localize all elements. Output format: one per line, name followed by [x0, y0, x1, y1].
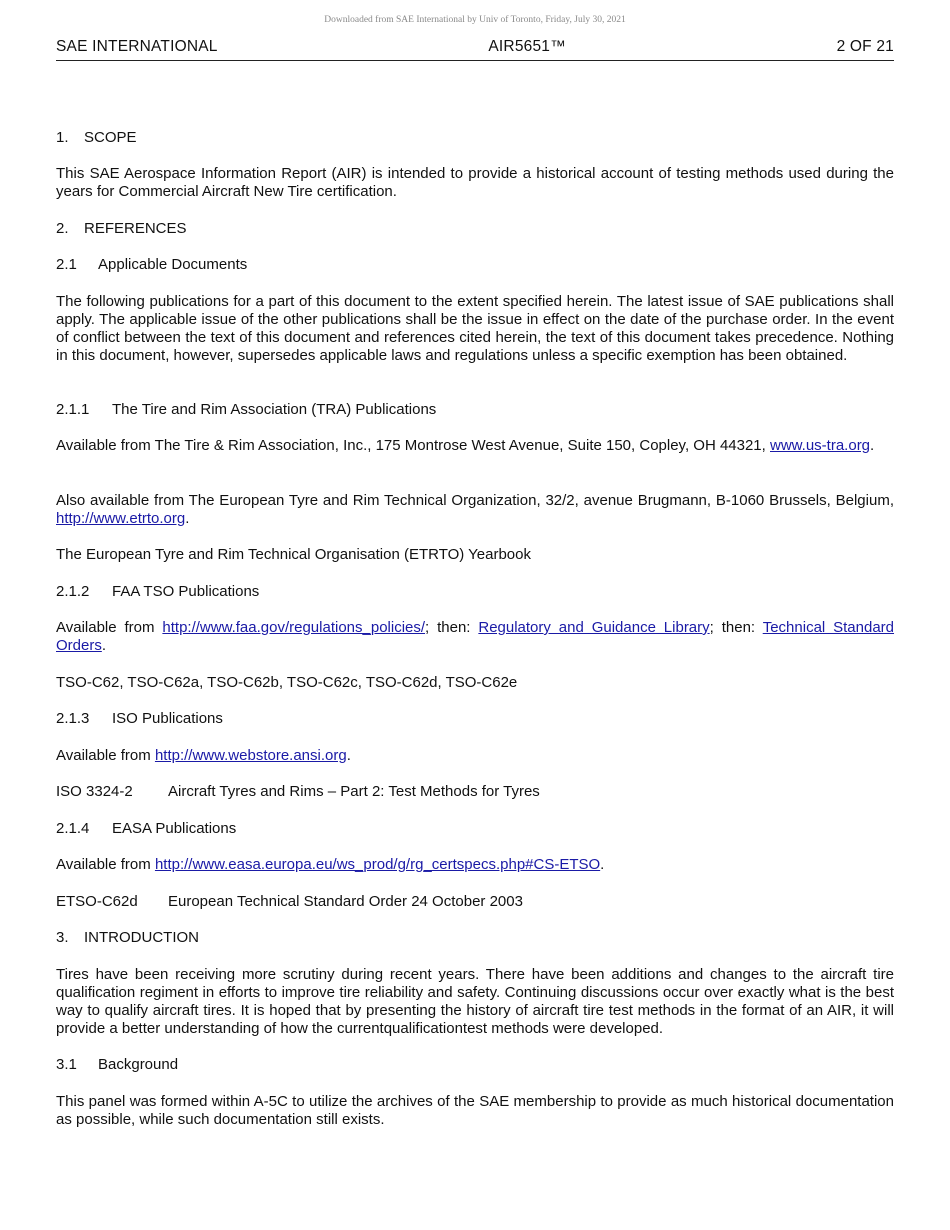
reference-title: Aircraft Tyres and Rims – Part 2: Test Methods for Tyres	[168, 783, 540, 800]
section-number: 2.1.3	[56, 710, 90, 727]
section-title: ISO Publications	[112, 710, 223, 727]
section-heading-references	[56, 220, 894, 238]
section-heading-applicable-documents	[56, 256, 894, 274]
section-title: REFERENCES	[84, 220, 187, 237]
section-number: 2.1.4	[56, 820, 90, 837]
punctuation: .	[346, 747, 351, 764]
section-heading-easa-publications	[56, 820, 894, 838]
etrto-website-link[interactable]: http://www.etrto.org	[56, 510, 186, 527]
available-from-text: Available from	[56, 856, 155, 873]
tra-website-link[interactable]: www.us-tra.org	[770, 437, 871, 454]
tra-address-text: Available from The Tire & Rim Association, Inc., 175 Montrose West Avenue, Suite 150, Copley, OH 44321,	[56, 437, 770, 454]
punctuation: .	[101, 637, 107, 654]
punctuation: .	[185, 510, 190, 527]
etrto-address-text: Also available from The European Tyre and Rim Technical Organization, 32/2, avenue Brugmann, B-1060 Brussels, Belgium,	[56, 492, 894, 509]
easa-availability-paragraph	[56, 856, 894, 874]
section-title: The Tire and Rim Association (TRA) Publications	[112, 401, 437, 418]
applicable-documents-paragraph: The following publications for a part of this document to the extent specified herein. The latest issue of SAE publications shall apply. The applicable issue of the other publications shall be the issue in effect on the date of the purchase order. In the event of conflict between the text of this document and references cited herein, the text of this document takes precedence. Nothing in this document, however, supersedes applicable laws and regulations unless a specific exemption has been obtained.	[56, 293, 894, 364]
introduction-paragraph: Tires have been receiving more scrutiny during recent years. There have been additions and changes to the aircraft tire qualification regiment in efforts to improve tire reliability and safety. Continuing discussions occur over exactly what is the best way to qualify aircraft tires. It is hoped that by presenting the history of aircraft tire test methods in the format of an AIR, it will provide a better understanding of how the currentqualificationtest methods were developed.	[56, 966, 894, 1037]
iso-availability-paragraph	[56, 747, 894, 765]
section-number: 1.	[56, 129, 69, 146]
punctuation: .	[870, 437, 875, 454]
iso-reference-entry	[56, 783, 894, 801]
reference-code: ETSO-C62d	[56, 893, 138, 910]
etrto-availability-paragraph	[56, 492, 894, 528]
section-title: Applicable Documents	[98, 256, 248, 273]
section-heading-background	[56, 1056, 894, 1074]
ansi-webstore-link[interactable]: http://www.webstore.ansi.org	[154, 747, 347, 764]
header-page-number: 2 OF 21	[836, 38, 894, 55]
background-paragraph: This panel was formed within A-5C to utilize the archives of the SAE membership to provide as much historical documentation as possible, while such documentation still exists.	[56, 1093, 894, 1128]
section-number: 3.	[56, 929, 69, 946]
section-number: 2.	[56, 220, 69, 237]
reference-code: ISO 3324-2	[56, 783, 133, 800]
download-watermark: Downloaded from SAE International by Univ of Toronto, Friday, July 30, 2021	[324, 15, 626, 25]
regulatory-guidance-library-link[interactable]: Regulatory and Guidance Library	[478, 619, 710, 636]
tra-availability-paragraph	[56, 437, 894, 455]
section-title: INTRODUCTION	[84, 929, 199, 946]
then-text: ; then:	[709, 619, 763, 636]
section-number: 3.1	[56, 1056, 77, 1073]
available-from-text: Available from	[56, 747, 155, 764]
etrto-yearbook-reference: The European Tyre and Rim Technical Organisation (ETRTO) Yearbook	[56, 546, 531, 563]
easa-certspecs-link[interactable]: http://www.easa.europa.eu/ws_prod/g/rg_certspecs.php#CS-ETSO	[154, 856, 601, 873]
faa-availability-paragraph	[56, 619, 894, 655]
section-title: Background	[98, 1056, 179, 1073]
scope-paragraph: This SAE Aerospace Information Report (AIR) is intended to provide a historical account of testing methods used during the years for Commercial Aircraft New Tire certification.	[56, 165, 894, 200]
then-text: ; then:	[425, 619, 479, 636]
running-header	[56, 38, 894, 61]
section-title: SCOPE	[84, 129, 137, 146]
header-document-number: AIR5651™	[488, 38, 566, 55]
section-number: 2.1.1	[56, 401, 90, 418]
section-title: EASA Publications	[112, 820, 237, 837]
punctuation: .	[600, 856, 605, 873]
section-heading-introduction	[56, 929, 894, 947]
section-heading-faa-tso	[56, 583, 894, 601]
section-title: FAA TSO Publications	[112, 583, 260, 600]
header-organization: SAE INTERNATIONAL	[56, 38, 218, 55]
reference-title: European Technical Standard Order 24 October 2003	[168, 893, 523, 910]
faa-regulations-link[interactable]: http://www.faa.gov/regulations_policies/	[162, 619, 426, 636]
available-from-text: Available from	[56, 619, 163, 636]
section-heading-iso-publications	[56, 710, 894, 728]
easa-reference-entry	[56, 893, 894, 911]
section-heading-scope	[56, 129, 894, 147]
section-number: 2.1	[56, 256, 77, 273]
technical-standard-orders-link[interactable]: Technical Standard Orders	[56, 619, 895, 654]
section-number: 2.1.2	[56, 583, 90, 600]
tso-list: TSO-C62, TSO-C62a, TSO-C62b, TSO-C62c, TSO-C62d, TSO-C62e	[56, 674, 518, 691]
section-heading-tra-publications	[56, 401, 894, 419]
